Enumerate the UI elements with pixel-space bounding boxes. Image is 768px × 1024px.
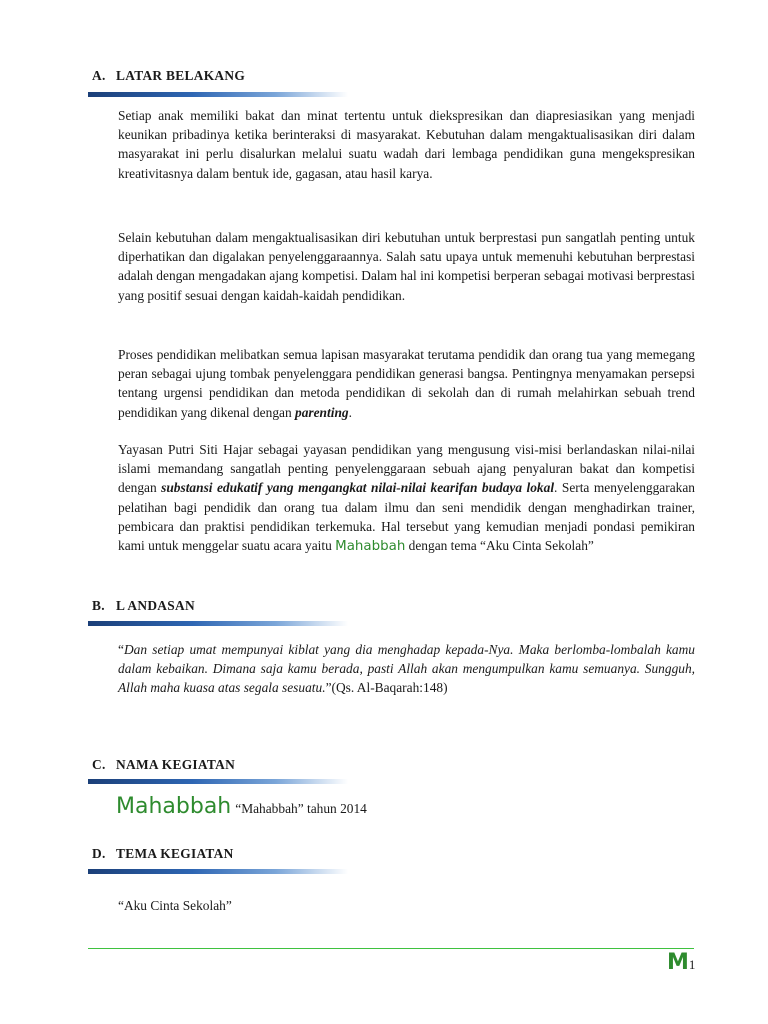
- latar-paragraph-3: [118, 345, 695, 422]
- nama-text: “Mahabbah” tahun 2014: [235, 801, 367, 816]
- latar-p4-brand: Mahabbah: [335, 539, 406, 555]
- section-b-letter: B.: [92, 598, 105, 613]
- tema-text: “Aku Cinta Sekolah”: [118, 898, 232, 913]
- section-a-title: LATAR BELAKANG: [116, 68, 246, 83]
- section-b-heading: [92, 598, 195, 614]
- landasan-close-quote: ”: [325, 680, 332, 696]
- footer-rule: [88, 948, 694, 949]
- landasan-source: (Qs. Al-Baqarah:148): [331, 680, 448, 696]
- page-number: [667, 950, 695, 975]
- section-d-letter: D.: [92, 846, 106, 861]
- latar-p4-text-b: . Serta menyelenggarakan pelatihan bagi pendidik dan orang tua dalam ilmu dan seni mendidik dengan menghadirkan trainer, pembicara dan praktisi pendidikan terkemuka. Hal tersebut yang kemudian menjadi pondasi pemikiran kami untuk menggelar suatu acara yaitu: [118, 480, 695, 554]
- latar-p3-emphasis: parenting: [295, 404, 349, 420]
- latar-paragraph-4: [118, 440, 695, 556]
- section-a-letter: A.: [92, 68, 106, 83]
- section-c-heading: [92, 757, 235, 773]
- section-c-rule: [88, 779, 348, 784]
- landasan-quote: Dan setiap umat mempunyai kiblat yang dia menghadap kepada-Nya. Maka berlomba-lombalah kamu dalam kebaikan. Dimana saja kamu berada, pasti Allah akan mengumpulkan kamu semuanya. Sungguh, Allah maha kuasa atas segala sesuatu.: [118, 642, 695, 696]
- landasan-quote-paragraph: [118, 640, 695, 698]
- section-b-title: L ANDASAN: [116, 598, 195, 613]
- section-a-heading: [92, 68, 245, 84]
- section-c-letter: C.: [92, 757, 106, 772]
- nama-kegiatan: [116, 794, 367, 819]
- latar-p4-text-c: dengan tema “Aku Cinta Sekolah”: [405, 538, 594, 554]
- page-mark: M: [667, 950, 689, 975]
- section-a-rule: [88, 92, 348, 97]
- section-d-heading: [92, 846, 234, 862]
- latar-paragraph-1: Setiap anak memiliki bakat dan minat tertentu untuk diekspresikan dan diapresiasikan yang menjadi keunikan pribadinya ketika berinteraksi di masyarakat. Kebutuhan dalam mengaktualisasikan diri dalam masyarakat ini perlu disalurkan melalui suatu wadah dari lembaga pendidikan guna mengekspresikan kreativitasnya dalam bentuk ide, gagasan, atau hasil karya.: [118, 108, 695, 181]
- section-d-rule: [88, 869, 348, 874]
- latar-p3-end: .: [348, 404, 352, 420]
- nama-brand: Mahabbah: [116, 794, 232, 819]
- page-number-digit: 1: [688, 957, 696, 972]
- section-b-rule: [88, 621, 348, 626]
- section-d-title: TEMA KEGIATAN: [116, 846, 234, 861]
- latar-paragraph-2: Selain kebutuhan dalam mengaktualisasikan diri kebutuhan untuk berprestasi pun sangatlah penting untuk diperhatikan dan digalakan penyelenggaraannya. Salah satu upaya untuk memenuhi kebutuhan berprestasi adalah dengan mengadakan ajang kompetisi. Dalam hal ini kompetisi berperan sebagai motivasi berprestasi yang positif sesuai dengan kaidah-kaidah pendidikan.: [118, 230, 695, 303]
- section-c-title: NAMA KEGIATAN: [116, 757, 236, 772]
- landasan-open-quote: “: [118, 642, 124, 657]
- latar-p4-emphasis: substansi edukatif yang mengangkat nilai-nilai kearifan budaya lokal: [161, 480, 555, 496]
- latar-p4-text-a: Yayasan Putri Siti Hajar sebagai yayasan pendidikan yang mengusung visi-misi berlandaskan nilai-nilai islami memandang sangatlah penting penyelenggaraan sebuah ajang penyaluran bakat dan kompetisi dengan: [118, 442, 695, 496]
- latar-p3-text: Proses pendidikan melibatkan semua lapisan masyarakat terutama pendidik dan orang tua yang memegang peran sebagai ujung tombak penyelenggara pendidikan generasi bangsa. Pentingnya menyamakan persepsi tentang urgensi pendidikan dan metoda pendidikan di sekolah dan di rumah melahirkan sebuah trend pendidikan yang dikenal dengan: [118, 347, 695, 420]
